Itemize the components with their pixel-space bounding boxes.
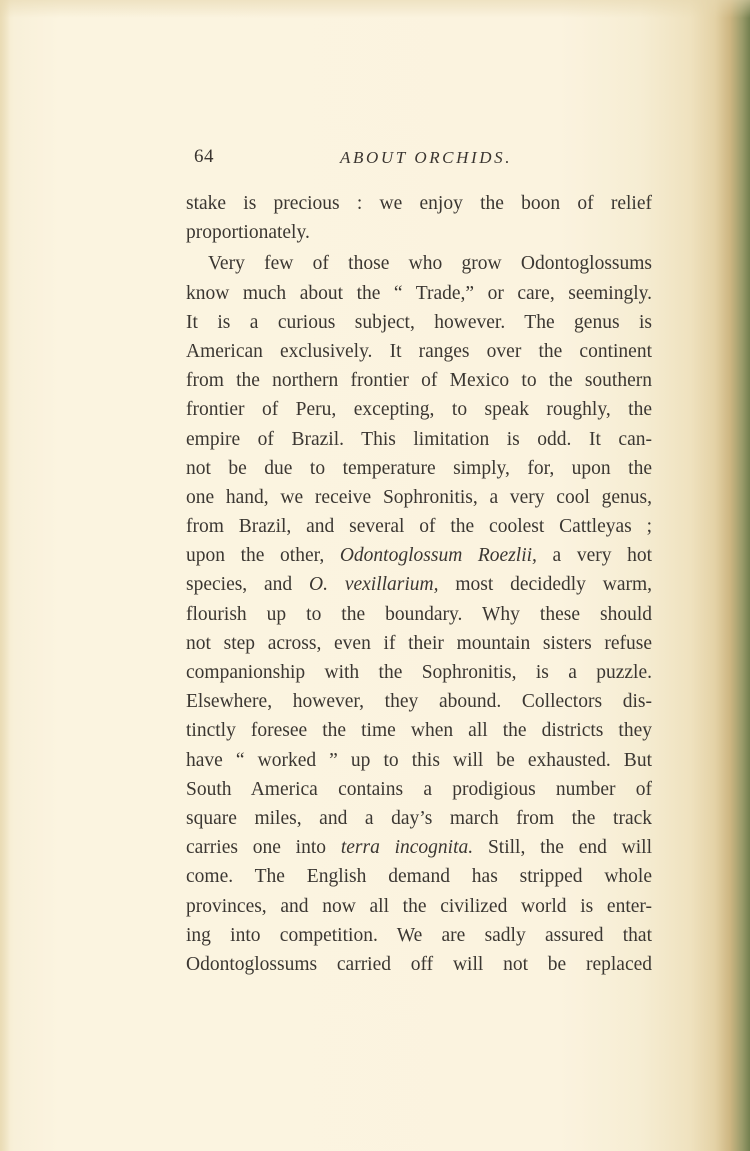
text-run: species, and bbox=[186, 574, 293, 596]
text-run: upon the other, bbox=[186, 545, 325, 567]
text-line: proportionately. bbox=[186, 222, 310, 244]
text-line bbox=[186, 833, 652, 862]
text-line bbox=[186, 541, 652, 570]
text-line: come. The English demand has stripped whole bbox=[186, 866, 652, 888]
text-run: carries one into bbox=[186, 837, 327, 859]
text-line: Odontoglossums carried off will not be replaced bbox=[186, 953, 652, 975]
text-line: from the northern frontier of Mexico to the southern bbox=[186, 370, 652, 392]
text-line: companionship with the Sophronitis, is a puzzle. bbox=[186, 662, 652, 683]
text-line: frontier of Peru, excepting, to speak roughly, the bbox=[186, 399, 652, 421]
text-run: a very hot bbox=[552, 545, 653, 567]
italic-species-name: Odontoglossum Roezlii, bbox=[339, 545, 537, 567]
text-line: provinces, and now all the civilized world is enter- bbox=[186, 895, 652, 917]
text-run: Still, the end will bbox=[487, 837, 653, 859]
italic-phrase: terra incognita. bbox=[340, 837, 474, 859]
text-line: It is a curious subject, however. The genus is bbox=[186, 311, 652, 333]
body-text bbox=[186, 189, 652, 979]
text-line: from Brazil, and several of the coolest Cattleyas ; bbox=[186, 516, 652, 538]
running-head bbox=[194, 146, 654, 176]
text-line: empire of Brazil. This limitation is odd. It can- bbox=[186, 428, 652, 450]
text-line: stake is precious : we enjoy the boon of relief bbox=[186, 193, 652, 214]
text-line: Very few of those who grow Odontoglossums bbox=[208, 253, 652, 275]
page-number: 64 bbox=[194, 146, 214, 167]
text-line bbox=[186, 570, 652, 599]
text-line: square miles, and a day’s march from the track bbox=[186, 807, 652, 829]
text-line: not be due to temperature simply, for, upon the bbox=[186, 457, 652, 479]
text-line: have “ worked ” up to this will be exhausted. But bbox=[186, 749, 652, 771]
text-line: flourish up to the boundary. Why these should bbox=[186, 603, 652, 625]
text-line: South America contains a prodigious number of bbox=[186, 778, 652, 800]
text-line: tinctly foresee the time when all the districts they bbox=[186, 720, 652, 742]
text-run: most decidedly warm, bbox=[455, 574, 653, 596]
running-title: ABOUT ORCHIDS. bbox=[340, 148, 513, 167]
text-line: not step across, even if their mountain sisters refuse bbox=[186, 632, 652, 654]
text-line: know much about the “ Trade,” or care, seemingly. bbox=[186, 282, 652, 304]
text-line: ing into competition. We are sadly assured that bbox=[186, 924, 652, 946]
text-line: one hand, we receive Sophronitis, a very cool genus, bbox=[186, 486, 652, 508]
italic-species-name: O. vexillarium, bbox=[309, 574, 439, 596]
text-line: American exclusively. It ranges over the continent bbox=[186, 340, 652, 362]
text-line: Elsewhere, however, they abound. Collectors dis- bbox=[186, 691, 652, 713]
